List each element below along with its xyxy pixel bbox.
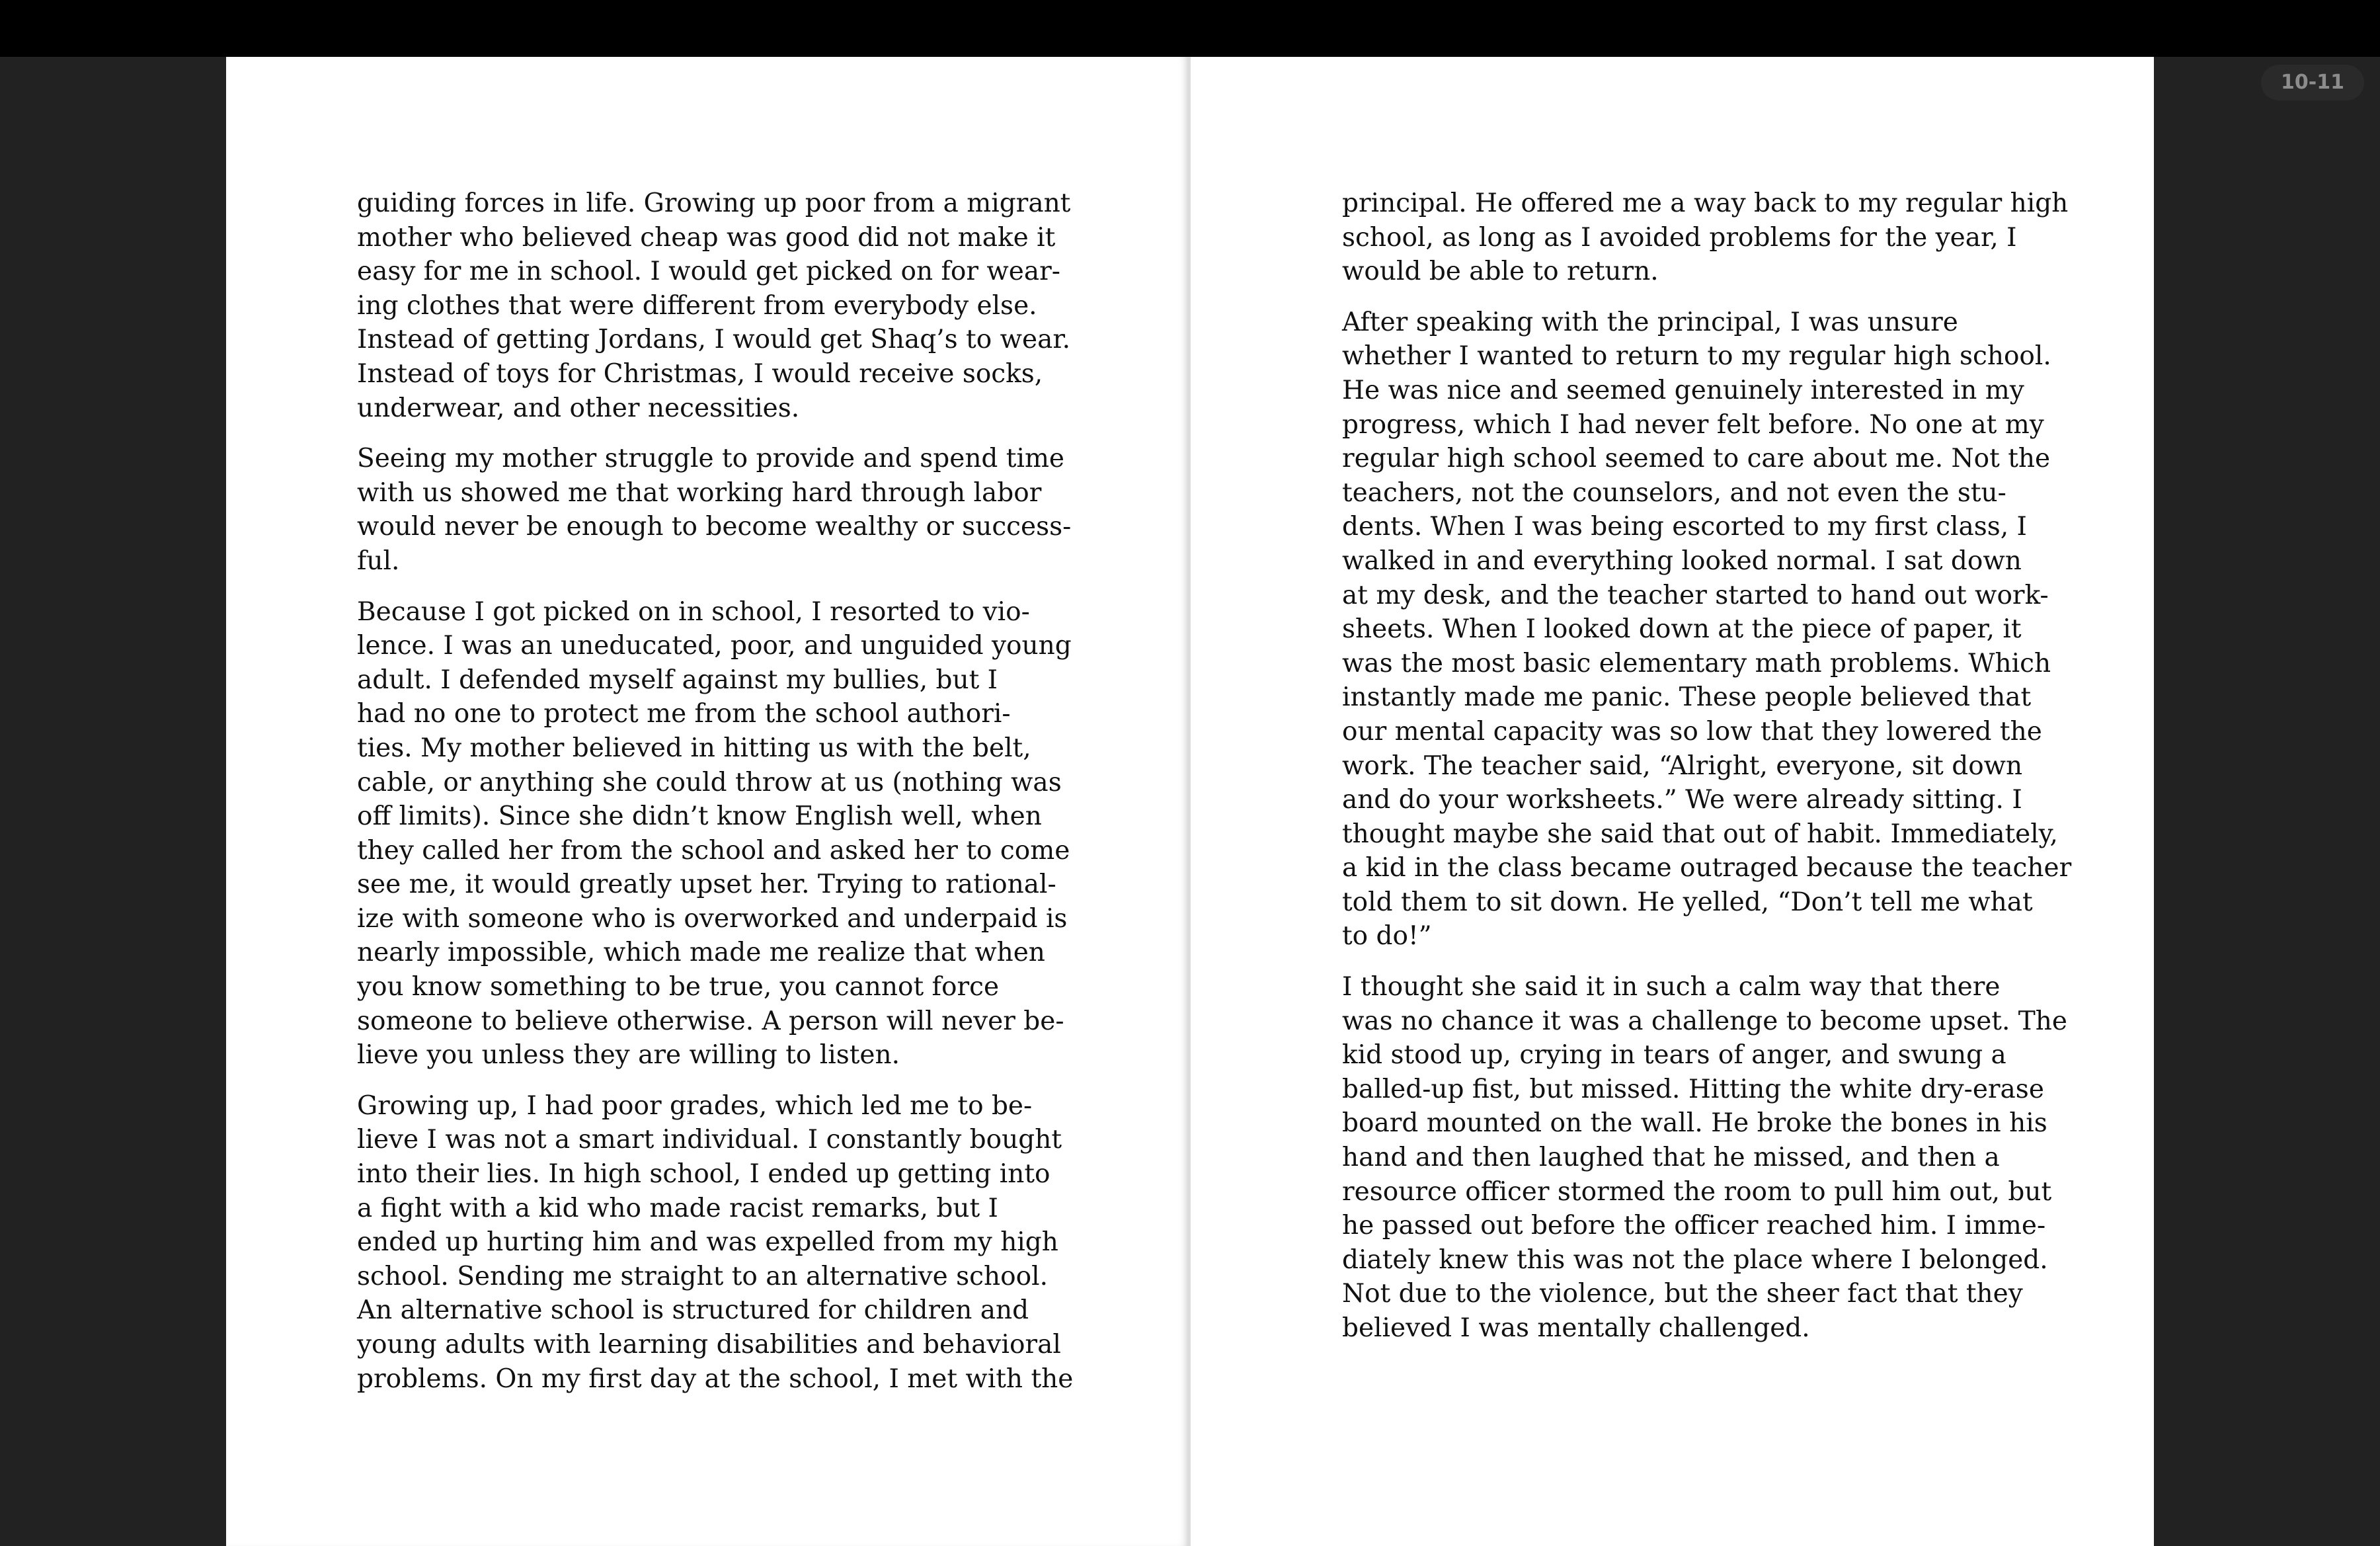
text-line: young adults with learning disabilities and behavioral <box>357 1330 1061 1360</box>
text-line: hand and then laughed that he missed, and then a <box>1342 1143 2000 1173</box>
text-line: at my desk, and the teacher started to hand out work- <box>1342 580 2049 610</box>
text-line: An alternative school is structured for children and <box>357 1295 1029 1326</box>
text-line: resource officer stormed the room to pull him out, but <box>1342 1176 2052 1207</box>
text-line: easy for me in school. I would get picked on for wear- <box>357 257 1060 287</box>
text-line: ize with someone who is overworked and underpaid is <box>357 903 1068 934</box>
text-line: walked in and everything looked normal. I sat down <box>1342 546 2022 576</box>
page-number-indicator: 10-11 <box>2261 65 2364 101</box>
text-line: was no chance it was a challenge to become upset. The <box>1342 1006 2067 1036</box>
text-line: dents. When I was being escorted to my first class, I <box>1342 512 2027 542</box>
text-line: sheets. When I looked down at the piece of paper, it <box>1342 614 2022 645</box>
text-line: a fight with a kid who made racist remarks, but I <box>357 1193 998 1223</box>
text-line: a kid in the class became outraged because the teacher <box>1342 853 2072 883</box>
right-page-text <box>1342 186 2072 1346</box>
text-line: instantly made me panic. These people believed that <box>1342 682 2032 713</box>
text-line: you know something to be true, you cannot force <box>357 972 1000 1002</box>
text-line: guiding forces in life. Growing up poor from a migrant <box>357 188 1071 218</box>
right-page[interactable] <box>1191 57 2154 1546</box>
text-line: Seeing my mother struggle to provide and spend time <box>357 444 1065 474</box>
left-page-text <box>357 186 1074 1396</box>
paragraph <box>1342 186 2069 289</box>
text-line: thought maybe she said that out of habit. Immediately, <box>1342 819 2058 849</box>
text-line: whether I wanted to return to my regular high school. <box>1342 341 2051 372</box>
text-line: Growing up, I had poor grades, which led me to be- <box>357 1090 1033 1121</box>
text-line: balled-up fist, but missed. Hitting the white dry-erase <box>1342 1074 2044 1104</box>
text-line: ing clothes that were different from everybody else. <box>357 290 1037 321</box>
text-line: regular high school seemed to care about me. Not the <box>1342 444 2051 474</box>
text-line: He was nice and seemed genuinely interested in my <box>1342 375 2024 405</box>
text-line: teachers, not the counselors, and not even the stu- <box>1342 477 2006 508</box>
text-line: see me, it would greatly upset her. Trying to rational- <box>357 870 1056 900</box>
text-line: into their lies. In high school, I ended up getting into <box>357 1159 1051 1190</box>
text-line: Because I got picked on in school, I resorted to vio- <box>357 596 1030 627</box>
text-line: told them to sit down. He yelled, “Don’t tell me what <box>1342 887 2033 917</box>
text-line: would be able to return. <box>1342 257 1659 287</box>
window-top-bar <box>0 0 2380 57</box>
text-line: to do!” <box>1342 921 1432 952</box>
text-line: ties. My mother believed in hitting us with the belt, <box>357 733 1031 763</box>
text-line: work. The teacher said, “Alright, everyone, sit down <box>1342 751 2023 781</box>
text-line: underwear, and other necessities. <box>357 393 800 423</box>
text-line: diately knew this was not the place where I belonged. <box>1342 1244 2048 1275</box>
text-line: lieve I was not a smart individual. I constantly bought <box>357 1125 1062 1155</box>
text-line: ended up hurting him and was expelled from my high <box>357 1227 1058 1258</box>
text-line: they called her from the school and asked her to come <box>357 835 1070 866</box>
text-line: someone to believe otherwise. A person will never be- <box>357 1006 1064 1036</box>
text-line: would never be enough to become wealthy or success- <box>357 512 1072 542</box>
paragraph <box>357 1089 1074 1396</box>
text-line: school, as long as I avoided problems for the year, I <box>1342 222 2017 253</box>
text-line: was the most basic elementary math problems. Which <box>1342 648 2051 678</box>
text-line: board mounted on the wall. He broke the bones in his <box>1342 1108 2047 1139</box>
text-line: mother who believed cheap was good did not make it <box>357 222 1056 253</box>
text-line: school. Sending me straight to an alternative school. <box>357 1261 1048 1291</box>
text-line: lieve you unless they are willing to listen. <box>357 1040 900 1071</box>
text-line: Instead of getting Jordans, I would get Shaq’s to wear. <box>357 325 1071 355</box>
text-line: kid stood up, crying in tears of anger, and swung a <box>1342 1040 2006 1071</box>
text-line: Not due to the violence, but the sheer fact that they <box>1342 1279 2023 1309</box>
text-line: nearly impossible, which made me realize that when <box>357 938 1045 968</box>
text-line: had no one to protect me from the school authori- <box>357 699 1011 729</box>
paragraph <box>357 186 1071 425</box>
text-line: principal. He offered me a way back to my regular high <box>1342 188 2069 218</box>
text-line: with us showed me that working hard through labor <box>357 477 1042 508</box>
text-line: our mental capacity was so low that they lowered the <box>1342 716 2042 747</box>
text-line: problems. On my first day at the school, I met with the <box>357 1363 1074 1394</box>
left-page[interactable] <box>226 57 1188 1546</box>
text-line: and do your worksheets.” We were already sitting. I <box>1342 785 2022 815</box>
text-line: progress, which I had never felt before. No one at my <box>1342 409 2044 440</box>
text-line: lence. I was an uneducated, poor, and unguided young <box>357 631 1072 661</box>
text-line: After speaking with the principal, I was unsure <box>1342 307 1958 337</box>
text-line: he passed out before the officer reached him. I imme- <box>1342 1211 2046 1241</box>
paragraph <box>1342 970 2067 1346</box>
text-line: off limits). Since she didn’t know English well, when <box>357 801 1042 832</box>
text-line: Instead of toys for Christmas, I would receive socks, <box>357 358 1043 389</box>
paragraph <box>357 595 1072 1073</box>
text-line: I thought she said it in such a calm way that there <box>1342 972 2001 1002</box>
paragraph <box>357 442 1072 578</box>
text-line: believed I was mentally challenged. <box>1342 1313 1810 1343</box>
text-line: ful. <box>357 546 400 576</box>
text-line: cable, or anything she could throw at us (nothing was <box>357 767 1062 797</box>
text-line: adult. I defended myself against my bullies, but I <box>357 665 998 695</box>
paragraph <box>1342 305 2072 954</box>
